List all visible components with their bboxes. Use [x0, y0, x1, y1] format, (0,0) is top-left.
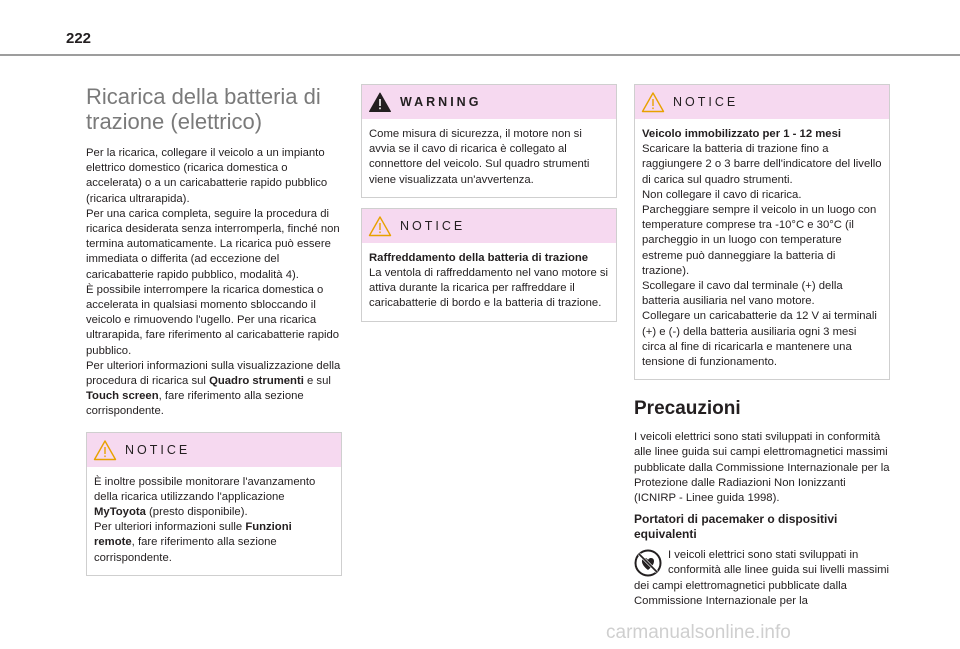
notice-text: Scollegare il cavo dal terminale (+) della batteria ausiliaria nel vano motore. — [642, 280, 843, 308]
pacemaker-prohibited-icon — [634, 549, 662, 577]
notice-header — [87, 433, 341, 467]
bold-term: MyToyota — [94, 506, 146, 519]
notice-text — [94, 520, 334, 566]
text-segment: , fare riferimento alla sezione corrispondente. — [94, 536, 277, 564]
warning-triangle-icon — [93, 439, 117, 461]
warning-triangle-icon — [641, 91, 665, 113]
pacemaker-text: I veicoli elettrici sono stati sviluppati in conformità alle linee guida sui livelli massimi dei campi elettromagnetici pubblicate dalla Commissione Internazionale per la — [634, 549, 890, 607]
pacemaker-title: Portatori di pacemaker o dispositivi equivalenti — [634, 512, 838, 542]
notice-text: La ventola di raffreddamento nel vano motore si attiva durante la ricarica per raffreddare il caricabatterie di bordo e la batteria di trazione. — [369, 267, 609, 310]
notice-body — [635, 119, 889, 379]
warning-box — [361, 84, 617, 198]
text-segment: (presto disponibile). — [145, 506, 248, 519]
text-segment: e sul — [303, 375, 331, 388]
bold-term: Quadro strumenti — [209, 375, 304, 388]
paragraph-interrupt: È possibile interrompere la ricarica domestica o accelerata in qualsiasi momento sbloccando il veicolo e rimuovendo l'ugello. Per una ricarica ultrarapida, fare riferimento al caricabatterie rapido pubblico. — [86, 283, 340, 357]
paragraph-more-info — [86, 359, 342, 420]
notice-box — [634, 84, 890, 380]
notice-box — [361, 208, 617, 322]
pacemaker-section — [634, 548, 890, 609]
warning-body — [362, 119, 616, 197]
text-segment: , fare riferimento alla sezione corrispondente. — [86, 390, 304, 418]
paragraph-connect: Per la ricarica, collegare il veicolo a un impianto elettrico domestico (ricarica domestica o accelerata) o a un caricabatterie rapido pubblico (ricarica ultrarapida). — [86, 147, 328, 205]
warning-header — [362, 85, 616, 119]
notice-label: NOTICE — [125, 442, 191, 457]
notice-box — [86, 432, 342, 576]
warning-filled-icon — [368, 91, 392, 113]
notice-heading: Raffreddamento della batteria di trazione — [369, 251, 589, 264]
precautions-title: Precauzioni — [634, 398, 741, 420]
warning-text: Come misura di sicurezza, il motore non si avvia se il cavo di ricarica è collegato al connettore del veicolo. Sul quadro strumenti viene visualizzata un'avvertenza. — [369, 128, 590, 186]
paragraph-full-charge: Per una carica completa, seguire la procedura di ricarica desiderata senza interromperla, finché non termina automaticamente. La ricarica può essere immediata o differita (ad eccezione del caricabatterie rapido pubblico, modalità 4). — [86, 207, 340, 281]
section-title-line2: trazione (elettrico) — [86, 109, 263, 134]
notice-text: Collegare un caricabatterie da 12 V ai terminali (+) e (-) della batteria ausiliaria ogni 3 mesi circa al fine di ricaricarla e mantenere una tensione di funzionamento. — [642, 310, 877, 369]
notice-body — [362, 243, 616, 321]
text-segment: Per ulteriori informazioni sulle — [94, 521, 246, 534]
precautions-text: I veicoli elettrici sono stati sviluppati in conformità alle linee guida sui campi elettromagnetici massimi pubblicate dalla Commissione Internazionale per la Protezione dalle Radiazioni Non Ionizzanti (ICNIRP - Linee guida 1998). — [634, 431, 890, 505]
notice-text — [94, 475, 334, 521]
watermark: carmanualsonline.info — [606, 622, 791, 643]
notice-label: NOTICE — [400, 218, 466, 233]
text-segment: È inoltre possibile monitorare l'avanzamento della ricarica utilizzando l'applicazione — [94, 475, 316, 503]
column-right — [634, 78, 890, 609]
warning-label: WARNING — [400, 95, 482, 109]
text-segment: Per ulteriori informazioni sulla visualizzazione della procedura di ricarica sul — [86, 359, 341, 388]
warning-triangle-icon — [368, 215, 392, 237]
bold-term: Funzioni remote — [94, 521, 292, 549]
notice-text: Scaricare la batteria di trazione fino a raggiungere 2 o 3 barre dell'indicatore del livello di carica sul quadro strumenti. — [642, 143, 882, 186]
notice-header — [635, 85, 889, 119]
notice-label: NOTICE — [673, 95, 739, 109]
section-title-line1: Ricarica della batteria di — [86, 84, 321, 109]
notice-header — [362, 209, 616, 243]
notice-heading: Veicolo immobilizzato per 1 - 12 mesi — [642, 128, 842, 140]
section-title — [86, 84, 342, 134]
notice-body — [87, 467, 341, 575]
column-middle — [361, 78, 617, 322]
bold-term: Touch screen — [86, 390, 159, 403]
column-left — [86, 78, 342, 576]
header-divider — [0, 54, 960, 56]
notice-text: Non collegare il cavo di ricarica. — [642, 188, 802, 201]
notice-text: Parcheggiare sempre il veicolo in un luogo con temperature comprese tra -10°C e 30°C (il parcheggio in un luogo con temperature estreme può danneggiare la batteria di trazione). — [642, 204, 877, 277]
page-number: 222 — [66, 30, 92, 47]
